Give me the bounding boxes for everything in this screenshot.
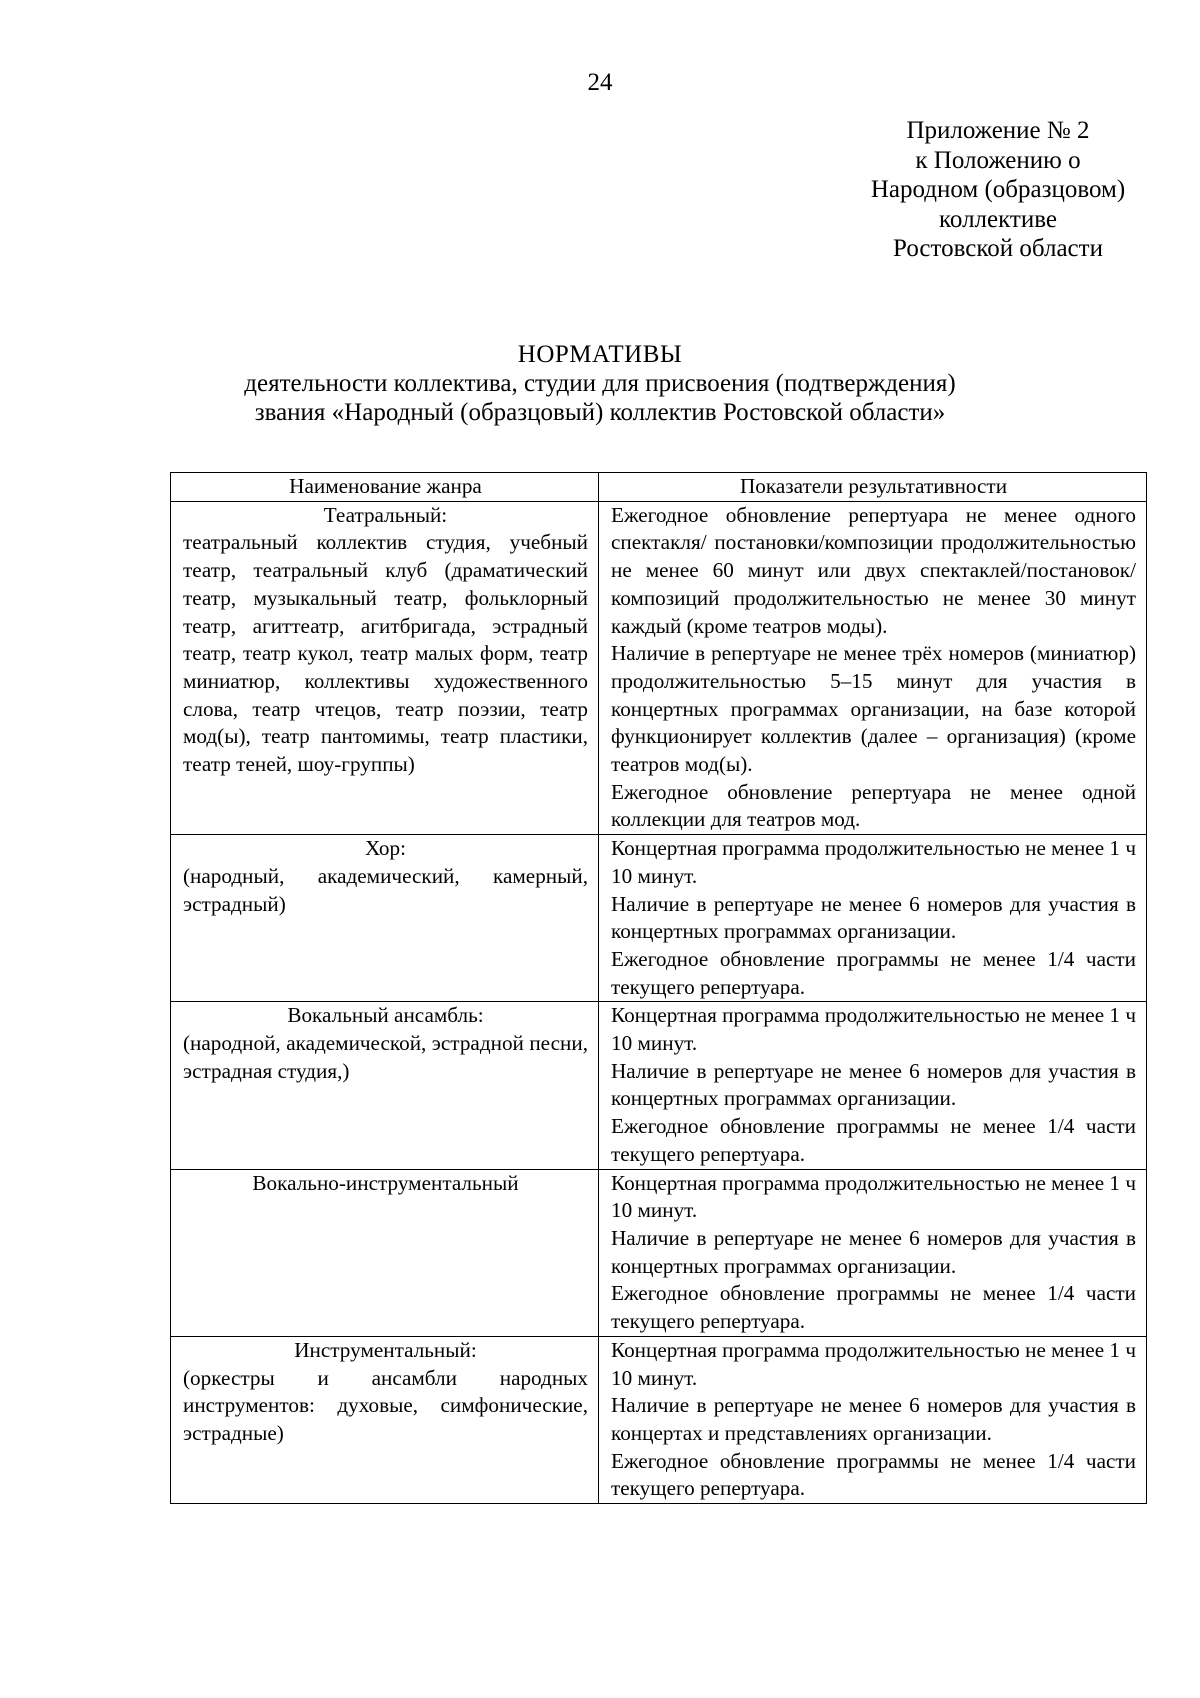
table-row — [171, 1336, 1147, 1503]
indicators-cell — [599, 1002, 1147, 1169]
genre-cell — [171, 1002, 599, 1169]
indicator-item: Концертная программа продолжительностью не менее 1 ч 10 минут. — [611, 1003, 1136, 1056]
title-line: звания «Народный (образцовый) коллектив Ростовской области» — [254, 399, 946, 426]
indicators-cell — [599, 835, 1147, 1002]
indicator-item: Ежегодное обновление репертуара не менее одной коллекции для театров мод. — [611, 779, 1136, 832]
document-title — [0, 340, 1200, 427]
indicator-item: Наличие в репертуаре не менее 6 номеров для участия в концертных программах организации. — [611, 891, 1136, 944]
indicator-item: Концертная программа продолжительностью не менее 1 ч 10 минут. — [611, 1337, 1136, 1390]
appendix-line: Народном (образцовом) — [870, 176, 1126, 203]
column-header-indicators: Показатели результативности — [599, 473, 1147, 502]
appendix-header — [808, 116, 1188, 264]
title-heading: НОРМАТИВЫ — [517, 341, 683, 368]
indicators-cell — [599, 1169, 1147, 1336]
genre-description: (оркестры и ансамбли народных инструментов: духовые, симфонические, эстрадные) — [183, 1365, 588, 1445]
indicator-item: Концертная программа продолжительностью не менее 1 ч 10 минут. — [611, 1170, 1136, 1223]
genre-cell — [171, 1336, 599, 1503]
table-row — [171, 1169, 1147, 1336]
indicator-item: Наличие в репертуаре не менее трёх номеров (миниатюр) продолжительностью 5–15 минут для участия в концертных программах организации, на базе которой функционирует коллектив (далее – организация) (кроме театров мод(ы). — [611, 641, 1136, 777]
table-row — [171, 1002, 1147, 1169]
indicator-item: Ежегодное обновление программы не менее 1/4 части текущего репертуара. — [611, 1281, 1136, 1334]
indicator-item: Концертная программа продолжительностью не менее 1 ч 10 минут. — [611, 836, 1136, 888]
indicator-item: Наличие в репертуаре не менее 6 номеров для участия в концертных программах организации. — [611, 1058, 1136, 1111]
genre-title: Театральный: — [323, 502, 448, 527]
table-row — [171, 835, 1147, 1002]
indicator-item: Ежегодное обновление репертуара не менее одного спектакля/ постановки/композиции продолжительностью не менее 60 минут или двух спектаклей/постановок/композиций продолжительностью не менее 30 минут каждый (кроме театров моды). — [611, 502, 1136, 638]
appendix-line: к Положению о — [915, 146, 1081, 174]
genre-title: Хор: — [364, 836, 407, 861]
norms-table — [170, 472, 1147, 1504]
title-line: деятельности коллектива, студии для присвоения (подтверждения) — [244, 370, 956, 397]
indicator-item: Наличие в репертуаре не менее 6 номеров для участия в концертах и представлениях организации. — [611, 1393, 1136, 1445]
genre-cell — [171, 835, 599, 1002]
indicator-item: Ежегодное обновление программы не менее 1/4 части текущего репертуара. — [611, 946, 1136, 999]
page-number: 24 — [587, 69, 613, 96]
column-header-genre: Наименование жанра — [171, 473, 599, 502]
indicators-cell — [599, 501, 1147, 834]
table-header-row — [171, 473, 1147, 502]
appendix-line: Приложение № 2 — [906, 117, 1090, 144]
genre-description: (народной, академической, эстрадной песни, эстрадная студия,) — [183, 1031, 588, 1083]
genre-cell — [171, 1169, 599, 1336]
appendix-line: Ростовской области — [893, 235, 1103, 262]
genre-description: (народный, академический, камерный, эстрадный) — [183, 863, 588, 916]
indicator-item: Наличие в репертуаре не менее 6 номеров для участия в концертных программах организации. — [611, 1225, 1136, 1278]
genre-title: Инструментальный: — [294, 1337, 477, 1362]
indicator-item: Ежегодное обновление программы не менее 1/4 части текущего репертуара. — [611, 1114, 1136, 1166]
appendix-line: коллективе — [939, 205, 1057, 233]
genre-title: Вокальный ансамбль: — [287, 1003, 484, 1028]
genre-description: театральный коллектив студия, учебный театр, театральный клуб (драматический театр, музыкальный театр, фольклорный театр, агиттеатр, агитбригада, эстрадный театр, театр кукол, театр малых форм, театр миниатюр, коллективы художественного слова, театр чтецов, театр поэзии, театр мод(ы), театр пантомимы, театр пластики, театр теней, шоу-группы) — [183, 530, 588, 777]
indicators-cell — [599, 1336, 1147, 1503]
indicator-item: Ежегодное обновление программы не менее 1/4 части текущего репертуара. — [611, 1448, 1136, 1501]
table-row — [171, 501, 1147, 834]
genre-cell — [171, 501, 599, 834]
genre-title: Вокально-инструментальный — [252, 1170, 519, 1195]
